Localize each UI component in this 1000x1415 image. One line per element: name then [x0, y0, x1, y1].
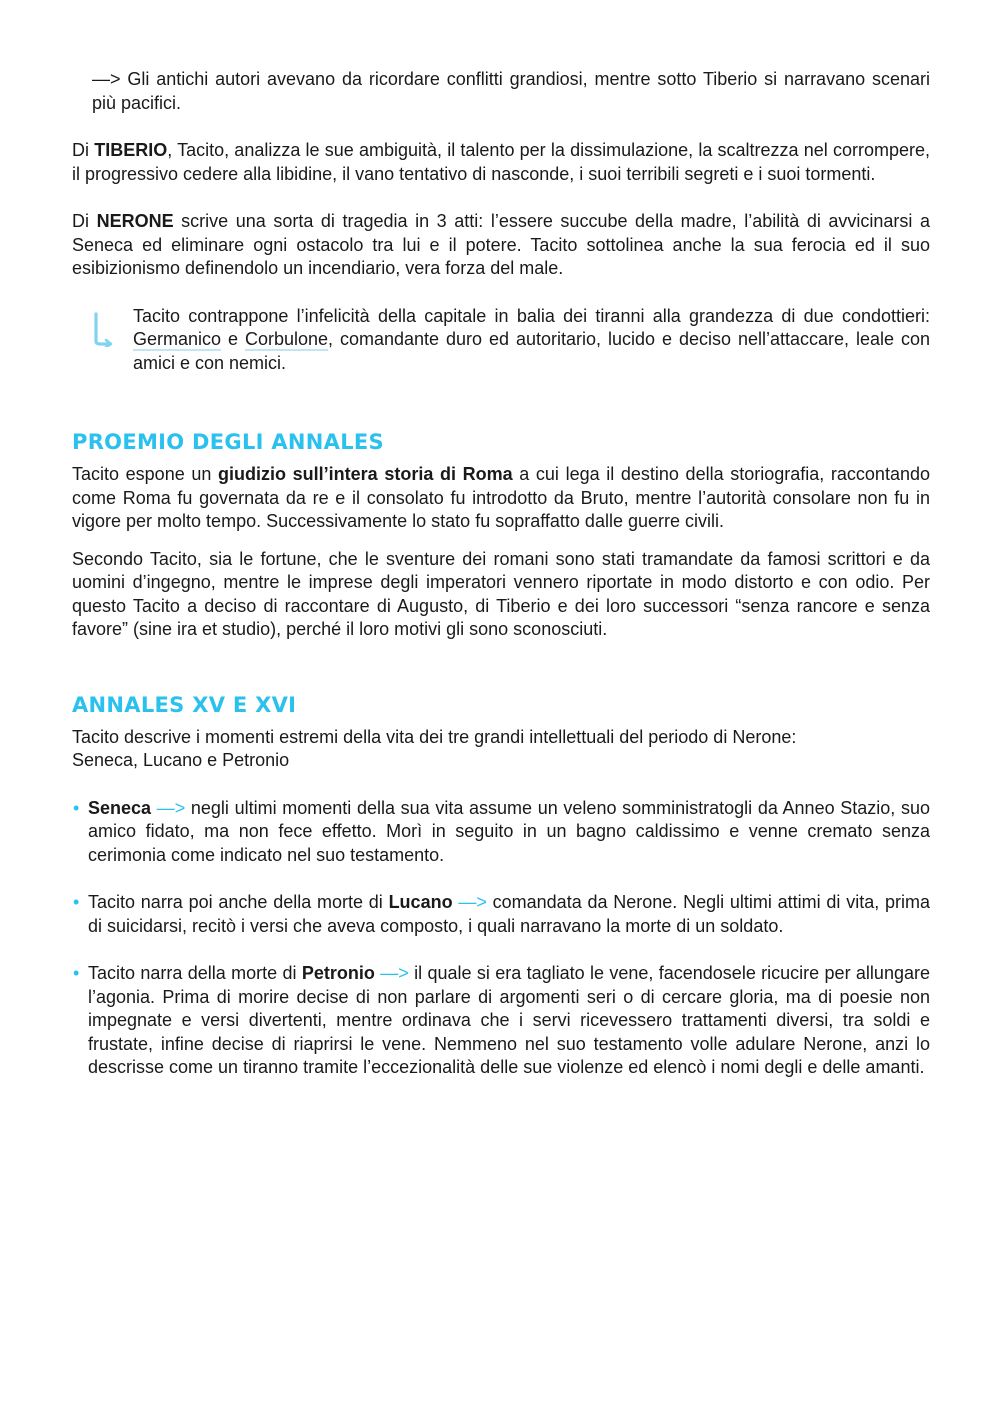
- annales-intro: [72, 726, 930, 773]
- bullet-text: negli ultimi momenti della sua vita assume un veleno somministratogli da Anneo Stazio, suo amico fidato, ma non fece effetto. Morì in seguito in un bagno caldissimo e venne cremato senza cerimonia come indicato nel suo testamento.: [88, 797, 930, 865]
- annales-intro-line1: Tacito descrive i momenti estremi della vita dei tre grandi intellettuali del periodo di Nerone:: [72, 726, 797, 747]
- bullet-lucano: [72, 891, 930, 938]
- bullet-pre: Tacito narra poi anche della morte di: [88, 892, 389, 912]
- tiberio-name: TIBERIO: [94, 140, 168, 160]
- bullet-seneca: [72, 797, 930, 868]
- bullet-name: Lucano: [388, 892, 453, 912]
- bullet-text: comandata da Nerone. Negli ultimi attimi di vita, prima di suicidarsi, recitò i versi che aveva composto, i quali narravano la morte di un soldato.: [88, 892, 930, 936]
- return-arrow-icon: [92, 311, 114, 347]
- bullet-name: Seneca: [88, 797, 152, 818]
- callout-block: [72, 305, 930, 376]
- annales-intro-line2: Seneca, Lucano e Petronio: [72, 750, 290, 770]
- bullet-lucano-text: [88, 891, 930, 938]
- bullet-seneca-text: [88, 797, 930, 868]
- callout-part2: , comandante duro ed autoritario, lucido e deciso nell’attaccare, leale con amici e con nemici.: [133, 329, 930, 373]
- intro-arrow-paragraph: [72, 68, 930, 115]
- nerone-name: NERONE: [96, 211, 174, 231]
- proemio-p1-a: Tacito espone un: [72, 464, 219, 484]
- bullet-dot-icon: •: [73, 797, 80, 818]
- tiberio-lead: Di: [72, 140, 95, 160]
- bullet-pre: Tacito narra della morte di: [88, 963, 302, 983]
- proemio-paragraph-1: [72, 463, 930, 534]
- arrow-icon: —>: [380, 963, 409, 983]
- bullet-dot-icon: •: [73, 963, 80, 983]
- callout-and: e: [221, 329, 245, 349]
- callout-text: [133, 305, 930, 376]
- tiberio-paragraph: [72, 139, 930, 186]
- corbulone-link: Corbulone: [244, 329, 329, 349]
- bullet-petronio-text: [88, 962, 930, 1080]
- proemio-heading: PROEMIO DEGLI ANNALES: [72, 430, 384, 454]
- proemio-paragraph-2: Secondo Tacito, sia le fortune, che le sventure dei romani sono stati tramandate da famosi scrittori e da uomini d’ingegno, mentre le imprese degli imperatori vennero riportate in modo distorto e con odio. Per questo Tacito a deciso di raccontare di Augusto, di Tiberio e dei loro successori “senza rancore e senza favore” (sine ira et studio), perché il loro motivi gli sono sconosciuti.: [72, 548, 930, 639]
- nerone-lead: Di: [72, 211, 97, 231]
- arrow-icon: —>: [458, 892, 487, 912]
- nerone-paragraph: [72, 210, 930, 281]
- bullet-text: il quale si era tagliato le vene, facendosele ricucire per allungare l’agonia. Prima di morire decise di non parlare di argomenti seri o di cercare gloria, ma di poesie non impegnate e versi divertenti, mentre ordinava che i servi ricevessero trattamenti diversi, tra soldi e frustate, infine decise di riaprirsi le vene. Nemmeno nel suo testamento volle adulare Nerone, anzi lo descrisse come un tiranno tramite l’eccezionalità delle sue violenze ed elencò i nomi degli e delle amanti.: [88, 963, 930, 1077]
- callout-part1: Tacito contrappone l’infelicità della capitale in balia dei tiranni alla grandezza di due condottieri:: [133, 305, 930, 326]
- document-page: [72, 68, 930, 1080]
- germanico-link: Germanico: [133, 329, 222, 349]
- proemio-p1-bold: giudizio sull’intera storia di Roma: [218, 464, 513, 484]
- tiberio-text: , Tacito, analizza le sue ambiguità, il talento per la dissimulazione, la scaltrezza nel corrompere, il progressivo cedere alla libidine, il vano tentativo di nasconde, i suoi terribili segreti e i suoi tormenti.: [72, 140, 931, 184]
- annales-heading: ANNALES XV E XVI: [72, 692, 297, 717]
- proemio-p1-b: a cui lega il destino della storiografia, raccontando come Roma fu governata da re e il consolato fu introdotto da Bruto, mentre l’autorità consolare non fu in vigore per molto tempo. Successivamente lo stato fu sopraffatto dalle guerre civili.: [72, 464, 930, 531]
- nerone-text: scrive una sorta di tragedia in 3 atti: l’essere succube della madre, l’abilità di avvicinarsi a Seneca ed eliminare ogni ostacolo tra lui e il potere. Tacito sottolinea anche la sua ferocia ed il suo esibizionismo definendolo un incendiario, vera forza del male.: [72, 211, 931, 278]
- intro-arrow-text: —> Gli antichi autori avevano da ricordare conflitti grandiosi, mentre sotto Tiberio si narravano scenari più pacifici.: [92, 69, 930, 113]
- bullet-name: Petronio: [301, 963, 375, 983]
- bullet-dot-icon: •: [73, 892, 80, 912]
- arrow-icon: —>: [156, 797, 186, 818]
- bullet-petronio: [72, 962, 930, 1080]
